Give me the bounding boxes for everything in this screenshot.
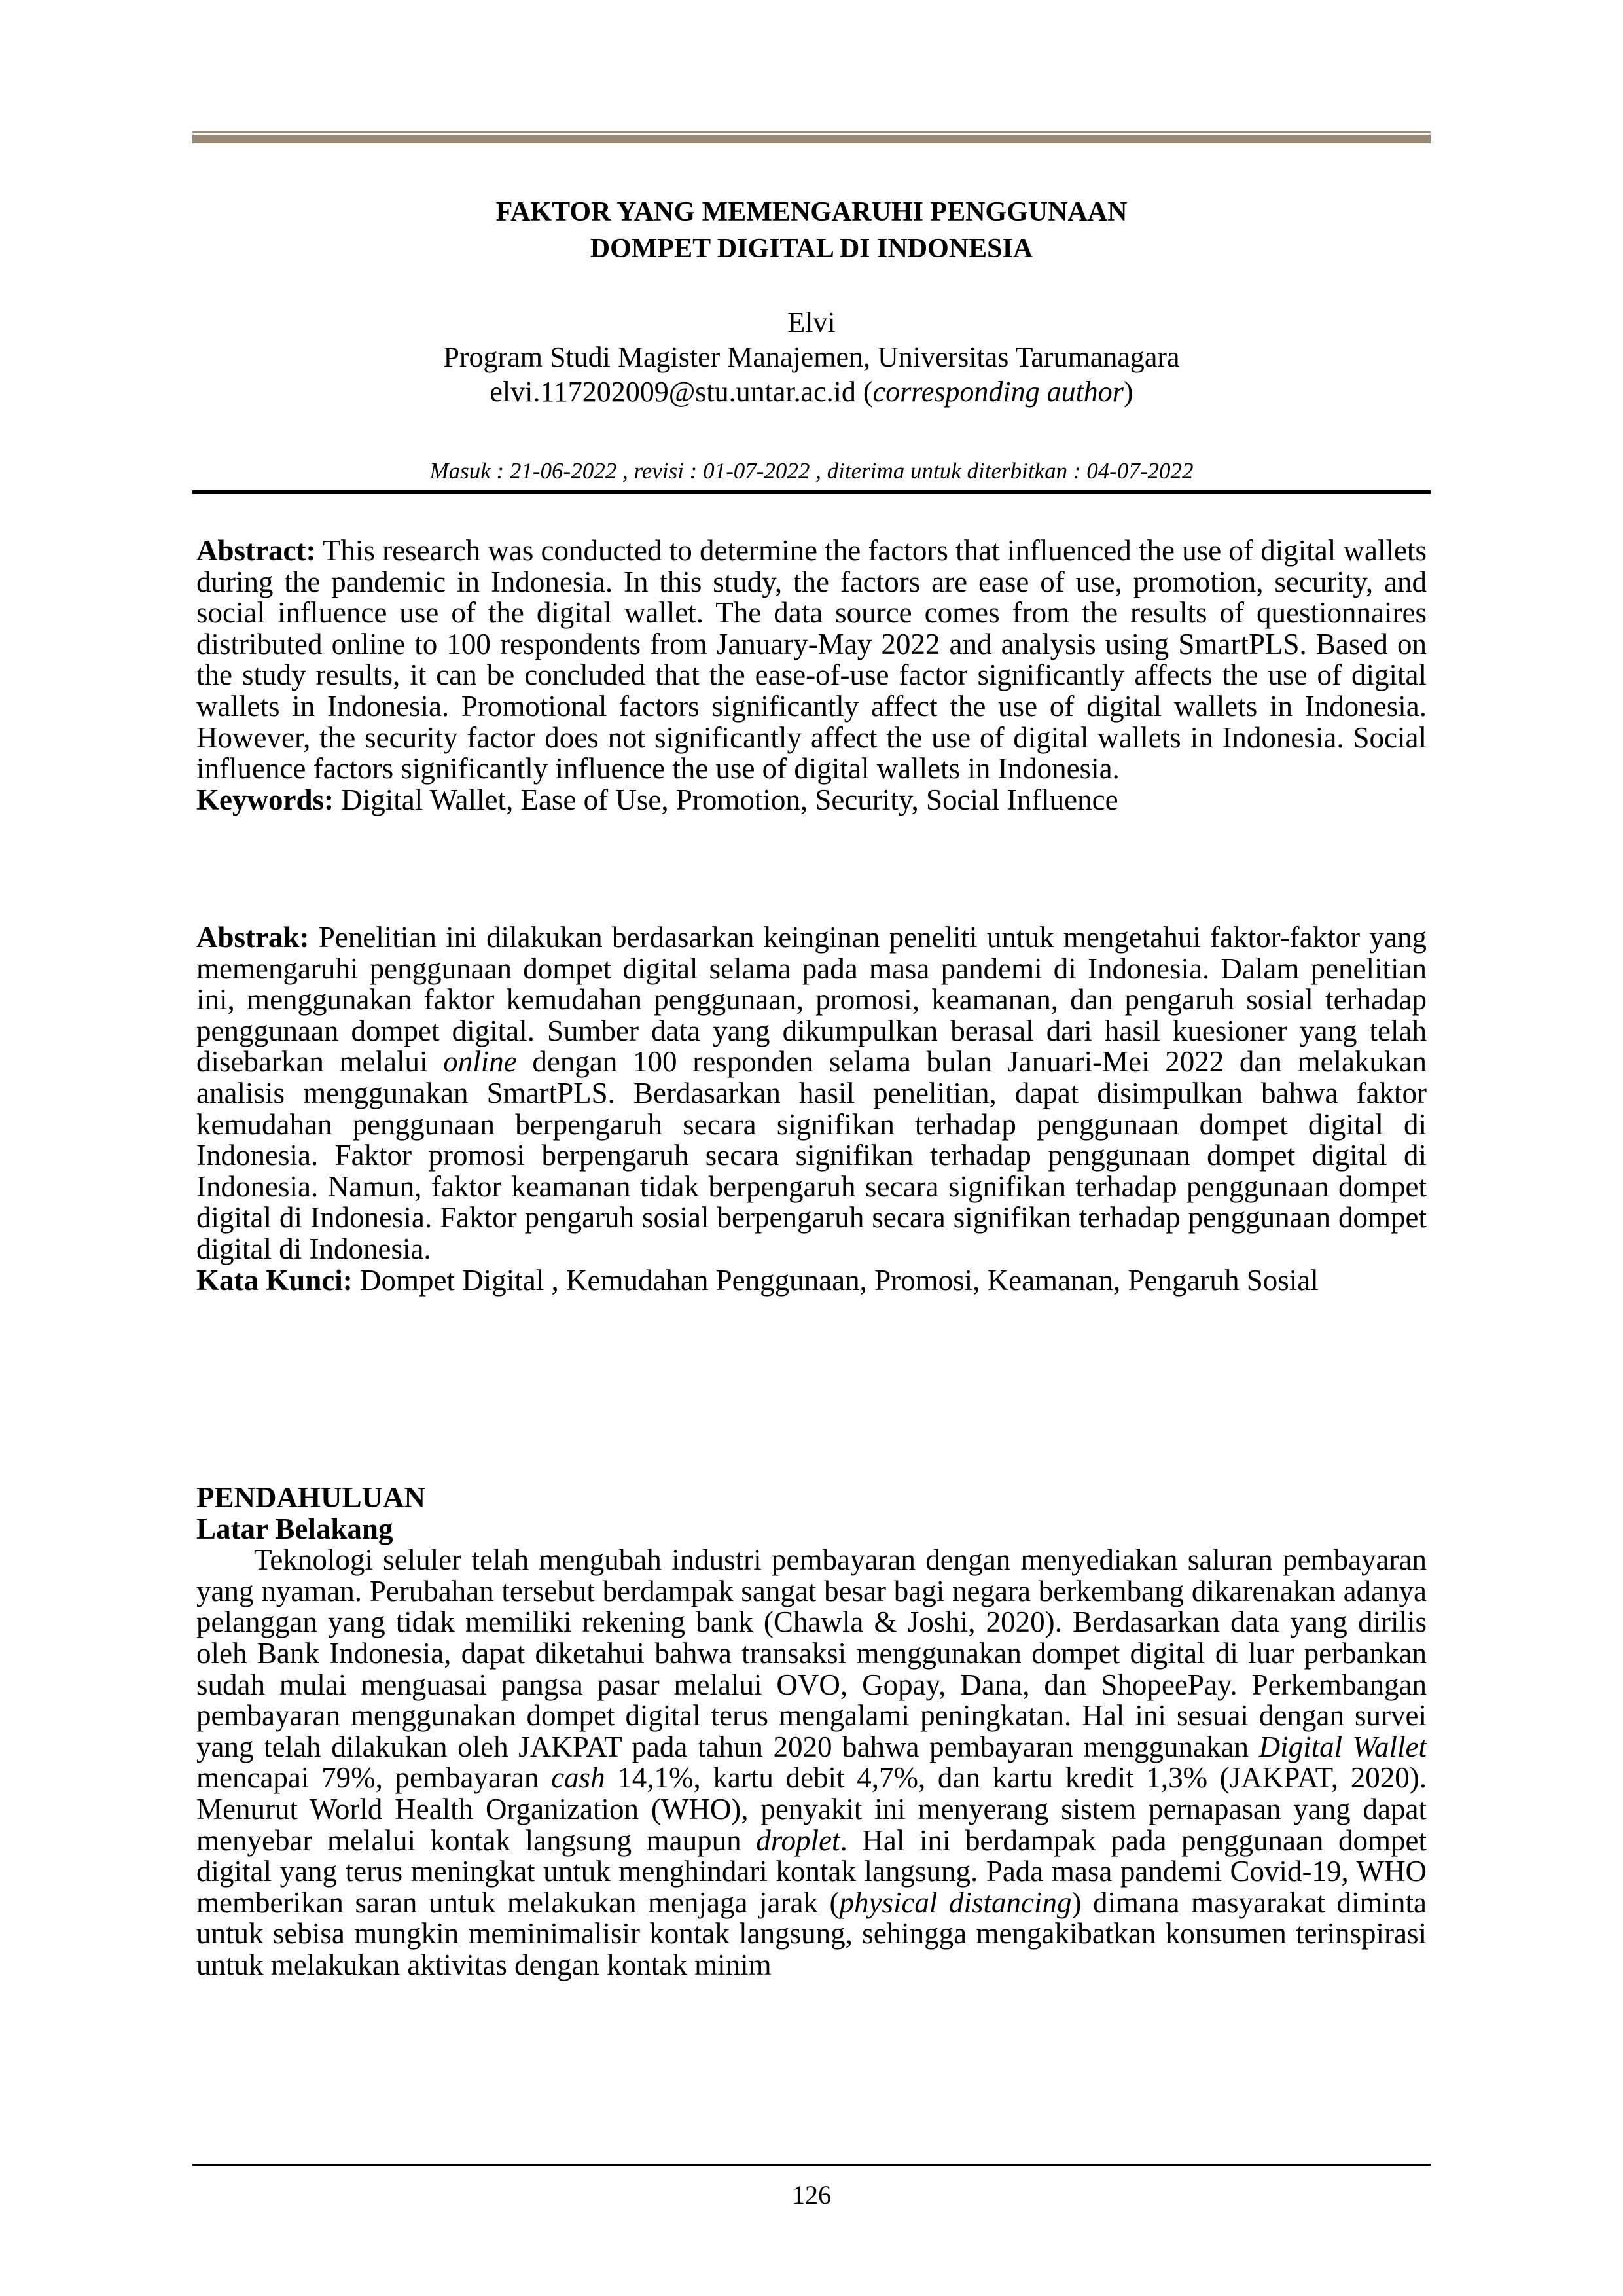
abstrak-paragraph <box>196 922 1427 1265</box>
title-line-1: FAKTOR YANG MEMENGARUHI PENGGUNAAN <box>495 197 1128 227</box>
paren-open: ( <box>855 376 873 408</box>
section-heading <box>196 1482 1427 1514</box>
latar-belakang-heading: Latar Belakang <box>196 1512 393 1545</box>
intro-paragraph <box>196 1545 1427 1981</box>
keywords-line <box>196 785 1427 816</box>
abstract-section <box>196 535 1427 816</box>
intro-text-3: 14,1%, kartu debit 4,7%, dan kartu kredit 1,3% (JAKPAT, 2020). Menurut World Health Organization (WHO), penyakit ini menyerang sistem pernapasan yang dapat menyebar melalui kontak langsung maupun <box>196 1761 1427 1857</box>
abstrak-section <box>196 922 1427 1296</box>
author-affiliation: Program Studi Magister Manajemen, Universitas Tarumanagara <box>443 341 1180 373</box>
intro-text-4: . Hal ini berdampak pada penggunaan dompet digital yang terus meningkat untuk menghindari kontak langsung. Pada masa pandemi Covid-19, WHO memberikan saran untuk melakukan menjaga jarak ( <box>196 1823 1427 1919</box>
corresponding-author-note: corresponding author <box>872 376 1124 408</box>
author-block <box>192 305 1431 409</box>
paren-close: ) <box>1123 376 1133 408</box>
abstract-label: Abstract: <box>196 534 316 567</box>
intro-italic-1: Digital Wallet <box>1258 1730 1427 1763</box>
abstrak-label: Abstrak: <box>196 921 310 954</box>
title-line-2: DOMPET DIGITAL DI INDONESIA <box>590 234 1033 264</box>
footer-rule <box>192 2164 1431 2166</box>
abstrak-text-a: Penelitian ini dilakukan berdasarkan keinginan peneliti untuk mengetahui faktor-faktor yang memengaruhi penggunaan dompet digital selama pada masa pandemi di Indonesia. Dalam penelitian ini, menggunakan faktor kemudahan penggunaan, promosi, keamanan, dan pengaruh sosial terhadap penggunaan dompet digital. Sumber data yang dikumpulkan berasal dari hasil kuesioner yang telah disebarkan melalui <box>196 921 1427 1079</box>
keywords-label: Keywords: <box>196 783 334 816</box>
header-rule-thin <box>192 131 1431 133</box>
intro-text-5: ) dimana masyarakat diminta untuk sebisa mungkin meminimalisir kontak langsung, sehingga mengakibatkan konsumen terinspirasi untuk melakukan aktivitas dengan kontak minim <box>196 1886 1427 1981</box>
submission-dates: Masuk : 21-06-2022 , revisi : 01-07-2022 , diterima untuk diterbitkan : 04-07-2022 <box>429 458 1194 484</box>
author-email[interactable]: elvi.117202009@stu.untar.ac.id <box>490 376 856 408</box>
author-name: Elvi <box>787 306 836 338</box>
kata-kunci-label: Kata Kunci: <box>196 1263 353 1297</box>
abstrak-italic: online <box>443 1045 517 1079</box>
intro-italic-2: cash <box>551 1761 605 1795</box>
header-rule-thick <box>192 135 1431 143</box>
abstract-paragraph <box>196 535 1427 785</box>
page-number: 126 <box>792 2180 831 2210</box>
header-divider <box>192 490 1431 494</box>
introduction-section <box>196 1482 1427 1981</box>
subsection-heading <box>196 1514 1427 1545</box>
paper-title <box>192 194 1431 267</box>
intro-text-1: Teknologi seluler telah mengubah industri pembayaran dengan menyediakan saluran pembayaran yang nyaman. Perubahan tersebut berdampak sangat besar bagi negara berkembang dikarenakan adanya pelanggan yang tidak memiliki rekening bank (Chawla & Joshi, 2020). Berdasarkan data yang dirilis oleh Bank Indonesia, dapat diketahui bahwa transaksi menggunakan dompet digital di luar perbankan sudah mulai menguasai pangsa pasar melalui OVO, Gopay, Dana, dan ShopeePay. Perkembangan pembayaran menggunakan dompet digital terus mengalami peningkatan. Hal ini sesuai dengan survei yang telah dilakukan oleh JAKPAT pada tahun 2020 bahwa pembayaran menggunakan <box>196 1543 1427 1763</box>
keywords-text: Digital Wallet, Ease of Use, Promotion, Security, Social Influence <box>333 783 1118 816</box>
intro-italic-3: droplet <box>756 1823 840 1857</box>
abstract-text: This research was conducted to determine the factors that influenced the use of digital wallets during the pandemic in Indonesia. In this study, the factors are ease of use, promotion, security, and social influence use of the digital wallet. The data source comes from the results of questionnaires distributed online to 100 respondents from January-May 2022 and analysis using SmartPLS. Based on the study results, it can be concluded that the ease-of-use factor significantly affects the use of digital wallets in Indonesia. Promotional factors significantly affect the use of digital wallets in Indonesia. However, the security factor does not significantly affect the use of digital wallets in Indonesia. Social influence factors significantly influence the use of digital wallets in Indonesia. <box>196 534 1427 785</box>
kata-kunci-text: Dompet Digital , Kemudahan Penggunaan, Promosi, Keamanan, Pengaruh Sosial <box>352 1263 1319 1297</box>
kata-kunci-line <box>196 1265 1427 1297</box>
intro-text-2: mencapai 79%, pembayaran <box>196 1761 552 1795</box>
author-contact <box>192 374 1431 409</box>
pendahuluan-heading: PENDAHULUAN <box>196 1481 426 1514</box>
intro-italic-4: physical distancing <box>839 1886 1072 1919</box>
abstrak-text-b: dengan 100 responden selama bulan Januari-Mei 2022 dan melakukan analisis menggunakan SmartPLS. Berdasarkan hasil penelitian, dapat disimpulkan bahwa faktor kemudahan penggunaan berpengaruh secara signifikan terhadap penggunaan dompet digital di Indonesia. Faktor promosi berpengaruh secara signifikan terhadap penggunaan dompet digital di Indonesia. Namun, faktor keamanan tidak berpengaruh secara signifikan terhadap penggunaan dompet digital di Indonesia. Faktor pengaruh sosial berpengaruh secara signifikan terhadap penggunaan dompet digital di Indonesia. <box>196 1045 1427 1265</box>
